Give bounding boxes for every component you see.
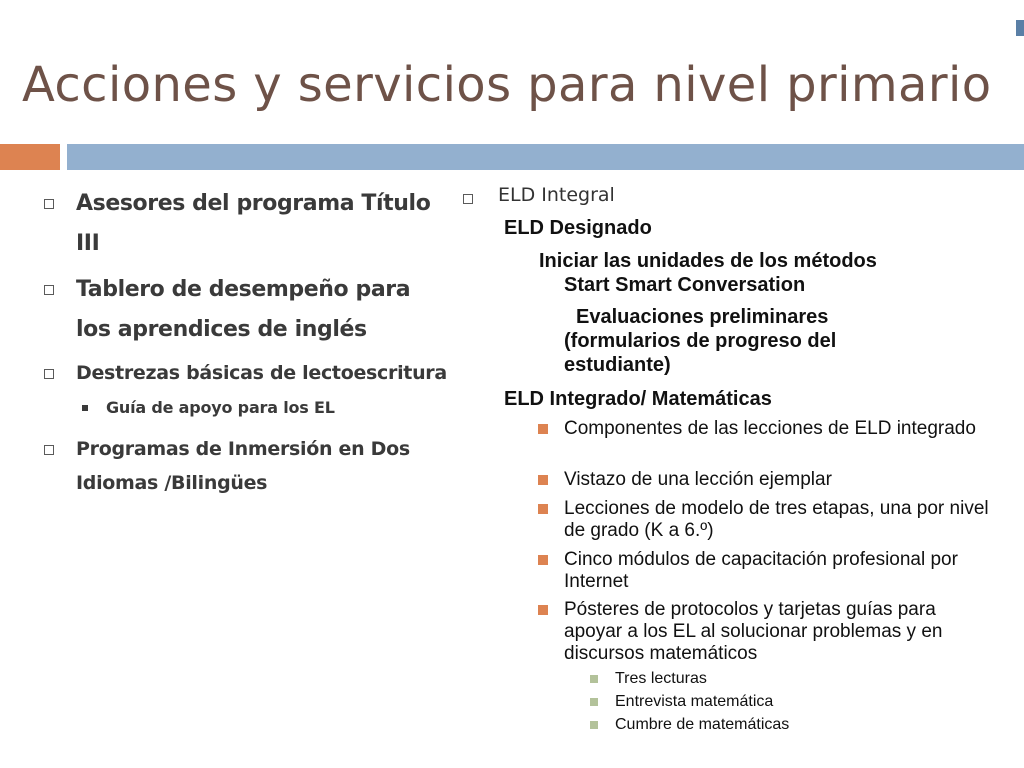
orange-bullet-icon [538,475,548,485]
orange-bullet-icon [538,555,548,565]
integrado-item: Componentes de las lecciones de ELD integrado [564,418,976,439]
designado-line: Iniciar las unidades de los métodos [539,250,877,272]
orange-bullet-icon [538,424,548,434]
integrado-subitem: Tres lecturas [615,670,707,687]
integrado-item: Pósteres de protocolos y tarjetas guías para apoyar a los EL al solucionar problemas y en discursos matemáticos [564,599,943,664]
list-item-text: Tablero de desempeño para los aprendices de inglés [76,277,411,342]
integrado-item: Vistazo de una lección ejemplar [564,469,832,490]
green-bullet-icon [590,721,598,729]
list-item-text: Destrezas básicas de lectoescritura [76,362,447,384]
list-item-text: Programas de Inmersión en Dos Idiomas /Bilingües [76,438,410,494]
integrado-subitem: Entrevista matemática [615,693,774,710]
orange-bullet-icon [538,605,548,615]
list-item-text: Asesores del programa Título III [76,191,431,256]
orange-bullet-icon [538,504,548,514]
list-item-text: Guía de apoyo para los EL [106,398,335,417]
square-bullet-icon [463,194,473,204]
right-heading: ELD Integral [498,184,615,206]
green-bullet-icon [590,675,598,683]
designado-line: estudiante) [564,354,671,376]
integrado-item: Lecciones de modelo de tres etapas, una por nivel de grado (K a 6.º) [564,498,989,541]
integrado-item: Cinco módulos de capacitación profesional por Internet [564,549,958,592]
designado-line: Start Smart Conversation [564,274,806,296]
integrado-subitem: Cumbre de matemáticas [615,716,790,733]
eld-designado-label: ELD Designado [504,217,652,239]
green-bullet-icon [590,698,598,706]
slide-title: Acciones y servicios para nivel primario [22,57,992,113]
designado-line: (formularios de progreso del [564,330,837,352]
eld-integrado-label: ELD Integrado/ Matemáticas [504,388,772,410]
designado-line: Evaluaciones preliminares [576,306,829,328]
